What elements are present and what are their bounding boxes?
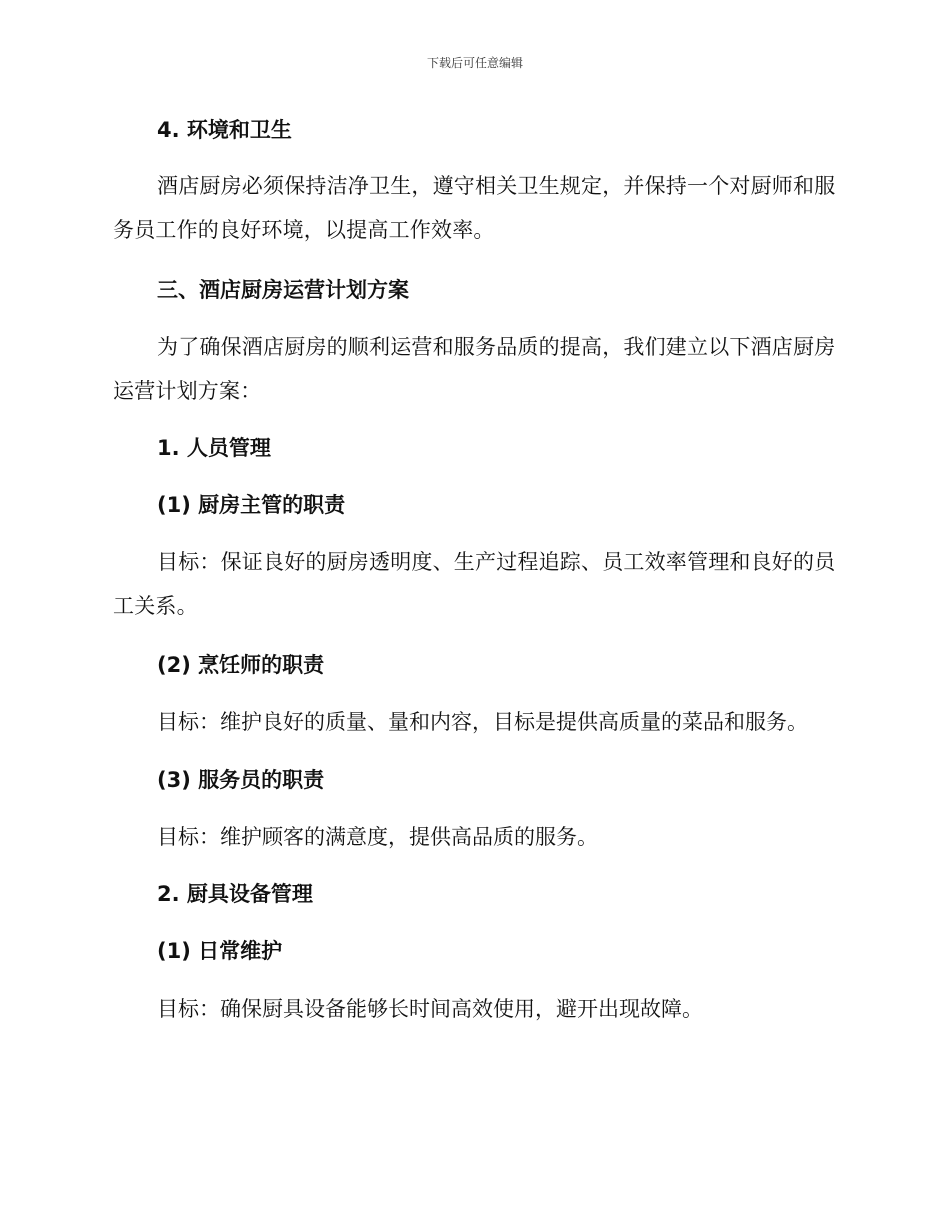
subheading-waiter: (3) 服务员的职责 bbox=[157, 768, 325, 792]
subheading-cook: (2) 烹饪师的职责 bbox=[157, 653, 325, 677]
section-heading-equipment: 2. 厨具设备管理 bbox=[157, 882, 313, 906]
paragraph-plan: 为了确保酒店厨房的顺利运营和服务品质的提高，我们建立以下酒店厨房运营计划方案： bbox=[113, 335, 836, 403]
subheading-supervisor: (1) 厨房主管的职责 bbox=[157, 493, 346, 517]
paragraph-environment: 酒店厨房必须保持洁净卫生，遵守相关卫生规定，并保持一个对厨师和服务员工作的良好环境，以提高工作效率。 bbox=[113, 174, 836, 242]
section-heading-environment: 4. 环境和卫生 bbox=[157, 118, 292, 142]
subheading-maintenance: (1) 日常维护 bbox=[157, 939, 283, 963]
section-heading-plan: 三、酒店厨房运营计划方案 bbox=[157, 278, 409, 302]
paragraph-maintenance: 目标：确保厨具设备能够长时间高效使用，避开出现故障。 bbox=[157, 997, 703, 1021]
paragraph-waiter: 目标：维护顾客的满意度，提供高品质的服务。 bbox=[157, 825, 598, 849]
section-heading-staff: 1. 人员管理 bbox=[157, 436, 271, 460]
page-header-note: 下载后可任意编辑 bbox=[426, 56, 523, 70]
paragraph-supervisor: 目标：保证良好的厨房透明度、生产过程追踪、员工效率管理和良好的员工关系。 bbox=[113, 550, 836, 618]
paragraph-cook: 目标：维护良好的质量、量和内容，目标是提供高质量的菜品和服务。 bbox=[157, 710, 808, 734]
